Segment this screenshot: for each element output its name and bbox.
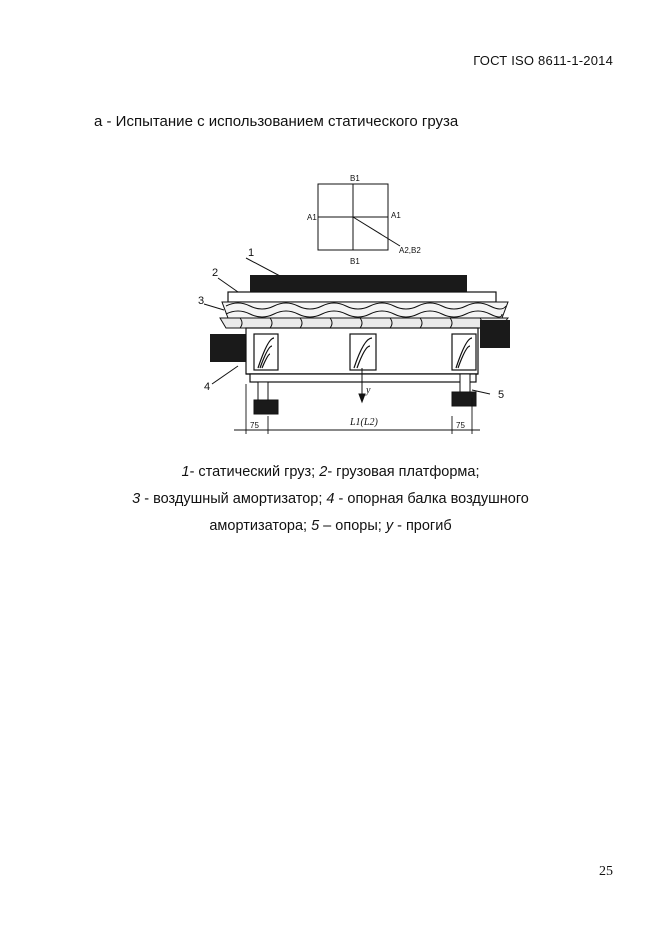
caption-num-1: 1 <box>181 464 190 480</box>
caption-prefix: амортизатора; <box>209 518 312 534</box>
caption-line-1 <box>0 459 661 486</box>
page-number: 25 <box>599 864 613 879</box>
caption-text-1: - статический груз; <box>189 464 320 480</box>
caption-num-y: y <box>385 518 394 534</box>
label-a1-left: A1 <box>307 213 317 222</box>
document-code: ГОСТ ISO 8611-1-2014 <box>473 53 613 68</box>
side-block-right <box>480 320 510 348</box>
span-label: L1(L2) <box>350 417 378 428</box>
caption-num-3: 3 <box>132 491 141 507</box>
label-a1-right: A1 <box>391 211 401 220</box>
caption-num-5: 5 <box>311 518 320 534</box>
deflection-label: y <box>366 385 371 396</box>
caption-text-3: - воздушный амортизатор; <box>140 491 327 507</box>
label-b1-top: B1 <box>350 174 360 183</box>
callout-2: 2 <box>212 267 219 279</box>
reference-square <box>318 184 400 250</box>
caption-text-y: - прогиб <box>393 518 452 534</box>
callout-5: 5 <box>498 389 505 401</box>
static-load-test-diagram <box>190 168 530 443</box>
test-setup-figure <box>190 168 530 443</box>
dimension-right: 75 <box>456 421 465 430</box>
dimension-left: 75 <box>250 421 259 430</box>
section-title: a - Испытание с использованием статического груза <box>94 113 459 130</box>
callout-4: 4 <box>204 381 211 393</box>
caption-num-2: 2 <box>319 464 328 480</box>
callout-1: 1 <box>248 247 255 259</box>
caption-text-5: – опоры; <box>319 518 386 534</box>
label-a2-b2: A2,B2 <box>399 246 421 255</box>
air-cushion <box>220 302 508 328</box>
caption-line-2 <box>0 486 661 513</box>
deflection-arrow <box>359 368 365 402</box>
caption-line-3 <box>0 513 661 540</box>
caption-num-4: 4 <box>326 491 335 507</box>
static-load <box>250 275 467 292</box>
caption-text-2: - грузовая платформа; <box>327 464 480 480</box>
label-b1-bottom: B1 <box>350 257 360 266</box>
caption-text-4: - опорная балка воздушного <box>334 491 529 507</box>
callout-3: 3 <box>198 295 205 307</box>
side-block-left <box>210 334 246 362</box>
load-platform <box>228 292 496 302</box>
